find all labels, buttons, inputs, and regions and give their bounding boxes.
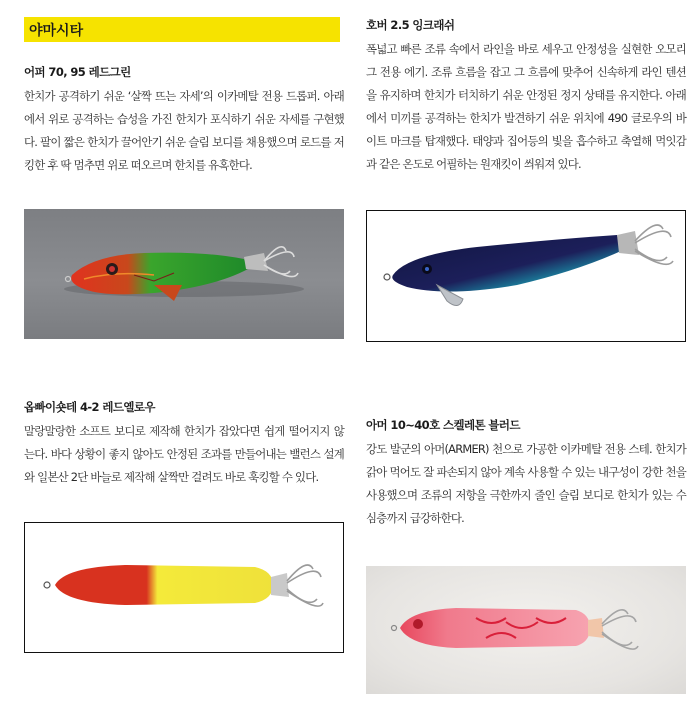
- product-description: 폭넓고 빠른 조류 속에서 라인을 바로 세우고 안정성을 실현한 오모리그 전용 에기. 조류 흐름을 잡고 그 흐름에 맞추어 신속하게 라인 텐션을 유지하며 한치가 터치하기 쉬운 안정된 정지 상태를 유지한다. 아래에서 미끼를 공격하는 한치가 발견하기 쉬운 위치에 490 글로우의 바이트 마크를 탑재했다. 태양과 집어등의 빛을 흡수하고 축열해 먹잇감과 같은 온도로 어필하는 원재킷이 씌워져 있다.: [366, 42, 686, 171]
- product-photo-armer-skeleton-blood: [366, 566, 686, 694]
- product-armer-skeleton-blood: [366, 418, 686, 530]
- product-description: 말랑말랑한 소프트 보디로 제작해 한치가 잡았다면 쉽게 떨어지지 않는다. 바다 상황이 좋지 않아도 안정된 조과를 만들어내는 밸런스 설계와 일본산 2단 바늘로 제작해 살짝만 걸려도 바로 훅킹할 수 있다.: [24, 424, 344, 484]
- product-upper-red-green: [24, 65, 344, 177]
- product-name: 옵빠이숏테 4-2 레드옐로우: [24, 400, 155, 414]
- product-photo-hover-ink-rush: [366, 210, 686, 342]
- product-name: 아머 10~40호 스켈레톤 블러드: [366, 418, 520, 432]
- product-photo-oppai-shotte: [24, 522, 344, 653]
- product-name: 호버 2.5 잉크래쉬: [366, 18, 455, 32]
- product-hover-ink-rush: [366, 18, 686, 176]
- section-title: 야마시타: [29, 23, 84, 39]
- section-title-banner: [24, 17, 340, 42]
- product-description: 한치가 공격하기 쉬운 ‘살짝 뜨는 자세’의 이카메탈 전용 드롭퍼. 아래에서 위로 공격하는 습성을 가진 한치가 포식하기 쉬운 자세를 구현했다. 팔이 짧은 한치가 끌어안기 쉬운 슬림 보디를 채용했으며 로드를 저킹한 후 딱 멈추면 위로 떠오르며 한치를 유혹한다.: [24, 89, 344, 172]
- product-oppai-shotte-red-yellow: [24, 400, 344, 489]
- product-photo-upper-red-green: [24, 209, 344, 339]
- product-name: 어퍼 70, 95 레드그린: [24, 65, 131, 79]
- product-description: 강도 발군의 아머(ARMER) 천으로 가공한 이카메탈 전용 스테. 한치가 갉아 먹어도 잘 파손되지 않아 계속 사용할 수 있는 내구성이 강한 천을 사용했으며 조류의 저항을 극한까지 줄인 슬림 보디로 한치가 있는 수심층까지 급강하한다.: [366, 442, 686, 525]
